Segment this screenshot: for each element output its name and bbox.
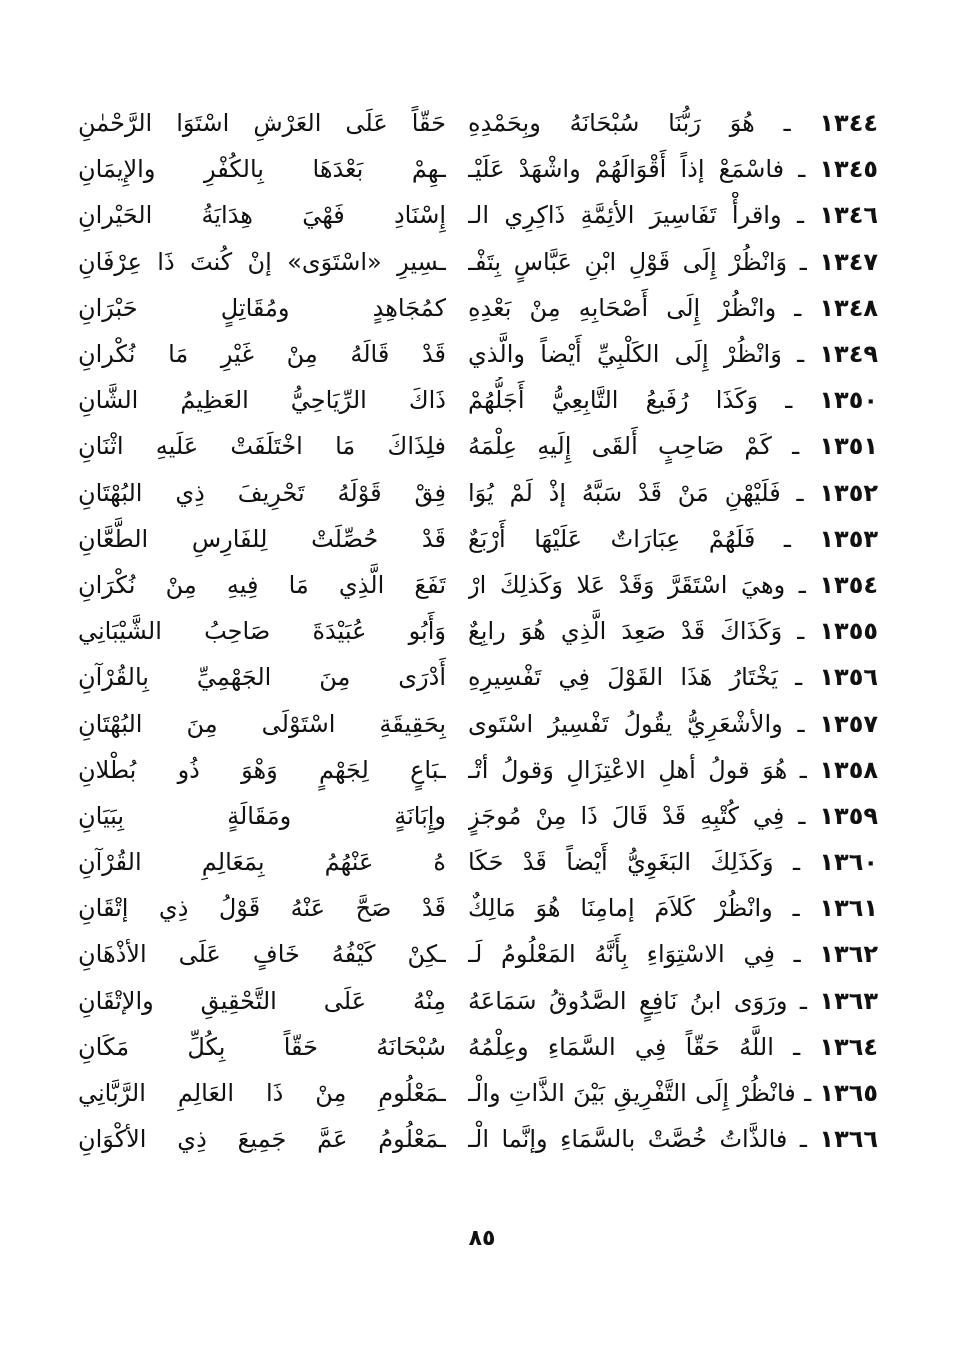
verse-number-dash: ـ: [755, 524, 820, 553]
verse-second-hemistich: إِسْنَادِ فَهْيَ هِدَايَةُ الحَيْرانِ: [78, 201, 446, 230]
verse-number: ١٣٥٣: [819, 524, 878, 553]
verse-second-hemistich: ـهِمْ بَعْدَهَا بِالكُفْرِ والإِيمَانِ: [78, 155, 446, 184]
verse-first-text: وَكَذَاكَ قَدْ صَعِدَ الَّذِي هُوَ رابِعٌ: [468, 617, 783, 646]
verse-first-text: فانْظُرْ إِلَى التَّفْرِيقِ بَيْنَ الذَّاتِ والْـ: [468, 1079, 796, 1108]
verse-first-text: وَكَذَا رُفَيعُ التَّابِعِيُّ أَجَلُّهُمْ: [468, 386, 759, 415]
verse-row: [78, 239, 878, 285]
verse-first-text: وهيَ اسْتَقَرَّ وَقَدْ عَلا وَكَذلِكَ ارْ: [468, 570, 786, 599]
verse-first-hemistich: [468, 377, 878, 423]
page-number: ٨٥: [468, 1226, 496, 1251]
verse-number-dash: ـ: [787, 1125, 820, 1154]
verse-first-text: فِي الاسْتِوَاءِ بِأَنَّهُ المَعْلُومُ لَـ: [468, 940, 775, 969]
verse-row: [78, 1116, 878, 1162]
verse-number-dash: ـ: [784, 801, 820, 830]
verse-number: ١٣٥١: [819, 432, 878, 461]
verse-row: [78, 423, 878, 469]
verse-number: ١٣٦٥: [819, 1079, 878, 1108]
verse-number-dash: ـ: [758, 386, 820, 415]
verse-number: ١٣٦٤: [819, 1032, 878, 1061]
verse-number: ١٣٦٢: [819, 940, 878, 969]
verse-first-hemistich: [468, 192, 878, 238]
verse-row: [78, 285, 878, 331]
verse-second-hemistich: ـكِنْ كَيْفُهُ خَافٍ عَلَى الأذْهَانِ: [78, 940, 446, 969]
verse-number-dash: ـ: [787, 247, 820, 276]
verse-second-hemistich: مِنْهُ عَلَى التَّحْقِيقِ والإتْقَانِ: [78, 986, 446, 1015]
verse-first-hemistich: [468, 701, 878, 747]
verse-second-hemistich: حَقّاً عَلَى العَرْشِ اسْتَوَا الرَّحْمٰنِ: [78, 109, 446, 138]
verse-first-text: هُوَ رَبُّنَا سُبْحَانَهُ وبِحَمْدِهِ: [468, 109, 755, 138]
verse-second-hemistich: وَأَبُو عُبَيْدَةَ صَاحِبُ الشَّيْبَانِي: [78, 617, 446, 646]
verse-row: [78, 377, 878, 423]
verse-number-dash: ـ: [781, 201, 820, 230]
verse-second-hemistich: فلِذَاكَ مَا اخْتَلَفَتْ عَلَيهِ اثْنَانِ: [78, 432, 446, 461]
verse-number: ١٣٤٥: [819, 155, 878, 184]
verse-number-dash: ـ: [774, 940, 820, 969]
verse-number: ١٣٤٩: [819, 340, 878, 369]
verse-row: [78, 331, 878, 377]
verse-number-dash: ـ: [773, 1032, 820, 1061]
verse-first-hemistich: [468, 931, 878, 977]
verse-first-text: وانْظُرْ إِلَى أَصْحَابِهِ مِنْ بَعْدِهِ: [468, 293, 777, 322]
verse-number: ١٣٤٤: [819, 109, 878, 138]
verse-row: [78, 931, 878, 977]
verse-first-text: واقرأْ تَفَاسِيرَ الأئِمَّةِ ذَاكِرِي الـ: [468, 201, 782, 230]
verse-number-dash: ـ: [782, 709, 820, 738]
verse-row: [78, 192, 878, 238]
verse-first-text: يَخْتَارُ هَذَا القَوْلَ فِي تَفْسِيرِهِ: [468, 663, 778, 692]
verse-number-dash: ـ: [787, 986, 820, 1015]
verse-second-hemistich: بِحَقِيقَةِ اسْتَوْلَى مِنَ البُهْتَانِ: [78, 709, 446, 738]
verse-second-hemistich: أَدْرَى مِنَ الجَهْمِيِّ بِالقُرْآنِ: [78, 663, 446, 692]
verse-row: [78, 1070, 878, 1116]
verse-row: [78, 885, 878, 931]
verse-first-hemistich: [468, 516, 878, 562]
verse-number: ١٣٥٤: [819, 570, 878, 599]
verse-first-text: فَلَيْهْنِ مَنْ قَدْ سَبَّهُ إذْ لَمْ يُوَا: [468, 478, 781, 507]
verse-first-hemistich: [468, 608, 878, 654]
verse-second-hemistich: كمُجَاهِدٍ ومُقَاتِلٍ حَبْرَانِ: [78, 293, 446, 322]
verse-number: ١٣٤٦: [819, 201, 878, 230]
verse-first-hemistich: [468, 1024, 878, 1070]
verse-first-hemistich: [468, 885, 878, 931]
verse-number: ١٣٥٦: [819, 663, 878, 692]
verse-row: [78, 793, 878, 839]
verse-second-hemistich: تَفَعَ الَّذِي مَا فِيهِ مِنْ نُكْرَانِ: [78, 570, 446, 599]
verse-first-hemistich: [468, 793, 878, 839]
verse-number: ١٣٥٧: [819, 709, 878, 738]
verse-number-dash: ـ: [777, 663, 820, 692]
verse-row: [78, 747, 878, 793]
verse-number-dash: ـ: [782, 617, 820, 646]
verse-second-hemistich: سُبْحَانَهُ حَقّاً بِكُلِّ مَكَانِ: [78, 1032, 446, 1061]
verse-first-text: هُوَ قولُ أهلِ الاعْتِزَالِ وَقولُ أتْـ: [468, 755, 788, 784]
verse-number-dash: ـ: [780, 478, 820, 507]
verse-first-hemistich: [468, 100, 878, 146]
verse-first-hemistich: [468, 423, 878, 469]
verse-row: [78, 562, 878, 608]
poem-verses: [78, 100, 878, 1162]
verse-second-hemistich: ـمَعْلُومِ مِنْ ذَا العَالِمِ الرَّبَّانِي: [78, 1079, 446, 1108]
verse-first-text: وَانْظُرْ إِلَى قَوْلِ ابْنِ عَبَّاسٍ بِتَفْـ: [468, 247, 788, 276]
verse-row: [78, 654, 878, 700]
verse-first-text: فِي كُتْبِهِ قَدْ قَالَ ذَا مِنْ مُوجَزٍ: [468, 801, 785, 830]
verse-number-dash: ـ: [785, 570, 820, 599]
verse-row: [78, 978, 878, 1024]
verse-number: ١٣٤٧: [819, 247, 878, 276]
verse-row: [78, 700, 878, 746]
verse-first-hemistich: [468, 839, 878, 885]
verse-second-hemistich: ذَاكَ الرِّيَاحِيُّ العَظِيمُ الشَّانِ: [78, 386, 446, 415]
verse-number-dash: ـ: [795, 1079, 820, 1108]
verse-number: ١٣٦٣: [819, 986, 878, 1015]
verse-first-hemistich: [468, 1070, 878, 1116]
verse-first-hemistich: [468, 331, 878, 377]
verse-number-dash: ـ: [773, 848, 820, 877]
verse-first-text: وَكَذَلِكَ البَغَوِيُّ أَيْضاً قَدْ حَكَا: [468, 848, 774, 877]
verse-number-dash: ـ: [754, 109, 820, 138]
verse-number: ١٣٥٩: [819, 801, 878, 830]
verse-row: [78, 516, 878, 562]
verse-number: ١٣٦٦: [819, 1125, 878, 1154]
verse-first-hemistich: [468, 1116, 878, 1162]
verse-number: ١٣٥٢: [819, 478, 878, 507]
verse-second-hemistich: وإِبَانَةٍ ومَقَالَةٍ بِبَيَانِ: [78, 801, 446, 830]
verse-first-text: وَانْظُرْ إِلَى الكَلْبِيِّ أَيْضاً والَّذي: [468, 340, 782, 369]
verse-first-hemistich: [468, 285, 878, 331]
verse-first-hemistich: [468, 146, 878, 192]
verse-second-hemistich: فِقْ قَوْلَهُ تَحْرِيفَ ذِي البُهْتَانِ: [78, 478, 446, 507]
verse-second-hemistich: قَدْ حُصِّلَتْ لِلفَارِسِ الطَّعَّانِ: [78, 524, 446, 553]
verse-first-text: اللَّهُ حَقّاً فِي السَّمَاءِ وعِلْمُهُ: [468, 1032, 774, 1061]
verse-row: [78, 470, 878, 516]
verse-number-dash: ـ: [776, 293, 820, 322]
verse-number: ١٣٦٠: [819, 848, 878, 877]
verse-second-hemistich: ـسِيرِ «اسْتَوَى» إنْ كُنتَ ذَا عِرْفَانِ: [78, 247, 446, 276]
verse-number-dash: ـ: [787, 755, 820, 784]
verse-number: ١٣٥٥: [819, 617, 878, 646]
verse-first-text: فاسْمَعْ إذاً أَقْوَالَهُمْ واشْهَدْ عَلَيْـ: [468, 155, 785, 184]
verse-second-hemistich: قَدْ قَالَهُ مِنْ غَيْرِ مَا نُكْرانِ: [78, 340, 446, 369]
verse-number-dash: ـ: [784, 155, 820, 184]
verse-number-dash: ـ: [771, 432, 820, 461]
verse-row: [78, 146, 878, 192]
verse-first-hemistich: [468, 239, 878, 285]
verse-row: [78, 839, 878, 885]
verse-first-hemistich: [468, 978, 878, 1024]
verse-first-hemistich: [468, 562, 878, 608]
verse-first-text: فالذَّاتُ خُصَّتْ بالسَّمَاءِ وإنَّما الْـ: [468, 1125, 788, 1154]
verse-number: ١٣٤٨: [819, 293, 878, 322]
verse-number-dash: ـ: [772, 894, 820, 923]
verse-row: [78, 608, 878, 654]
verse-first-text: ورَوَى ابنُ نَافِعٍ الصَّدُوقُ سَمَاعَهُ: [468, 986, 788, 1015]
verse-first-text: كَمْ صَاحِبٍ أَلقَى إِلَيهِ عِلْمَهُ: [468, 432, 772, 461]
verse-first-text: والأشْعَرِيُّ يقُولُ تَفْسِيرُ اسْتَوى: [468, 709, 783, 738]
verse-first-text: فَلَهُمْ عِبَارَاتٌ عَلَيْهَا أَرْبَعٌ: [468, 524, 756, 553]
verse-number: ١٣٥٠: [819, 386, 878, 415]
verse-number: ١٣٦١: [819, 894, 878, 923]
verse-second-hemistich: قَدْ صَحَّ عَنْهُ قَوْلُ ذِي إتْقَانِ: [78, 894, 446, 923]
verse-first-text: وانْظُرْ كَلاَمَ إمامِنَا هُوَ مَالِكٌ: [468, 894, 773, 923]
verse-row: [78, 100, 878, 146]
verse-row: [78, 1024, 878, 1070]
verse-second-hemistich: ـبَاعٍ لِجَهْمٍ وَهْوَ ذُو بُطْلانِ: [78, 755, 446, 784]
verse-first-hemistich: [468, 747, 878, 793]
verse-second-hemistich: ـمَعْلُومُ عَمَّ جَمِيعَ ذِي الأكْوَانِ: [78, 1125, 446, 1154]
verse-number: ١٣٥٨: [819, 755, 878, 784]
verse-number-dash: ـ: [781, 340, 820, 369]
verse-first-hemistich: [468, 470, 878, 516]
verse-second-hemistich: هُ عَنْهُمُ بِمَعَالِمِ القُرْآنِ: [78, 848, 446, 877]
verse-first-hemistich: [468, 654, 878, 700]
